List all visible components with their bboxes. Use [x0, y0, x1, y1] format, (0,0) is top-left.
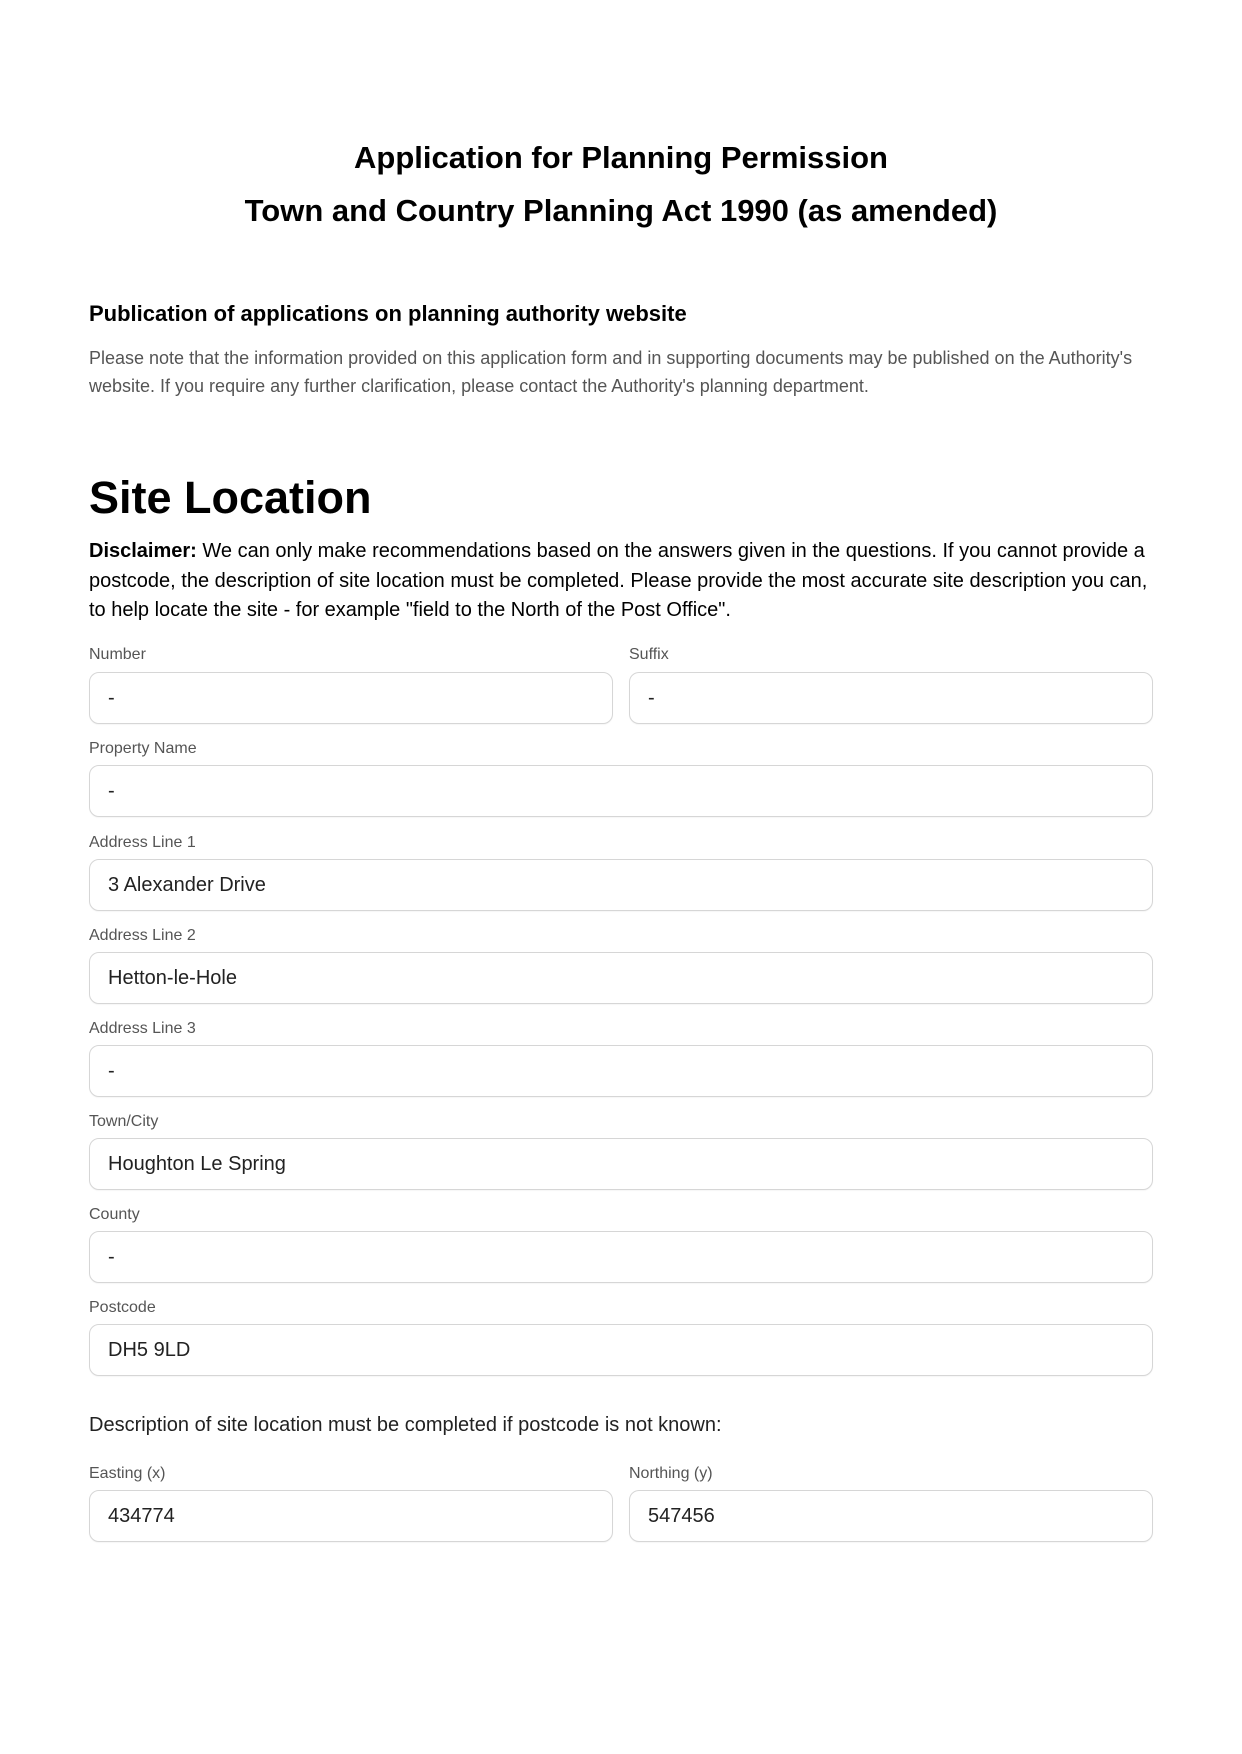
- property-name-field[interactable]: -: [89, 765, 1153, 817]
- suffix-field[interactable]: -: [629, 672, 1153, 724]
- number-field[interactable]: -: [89, 672, 613, 724]
- property-name-label: Property Name: [89, 740, 197, 757]
- disclaimer-label: Disclaimer:: [89, 540, 197, 562]
- town-city-label: Town/City: [89, 1113, 159, 1130]
- suffix-label: Suffix: [629, 646, 669, 663]
- address-line-2-field[interactable]: Hetton-le-Hole: [89, 952, 1153, 1004]
- northing-field[interactable]: 547456: [629, 1490, 1153, 1542]
- section-title-site-location: Site Location: [89, 472, 372, 523]
- northing-label: Northing (y): [629, 1465, 713, 1482]
- address-line-1-field[interactable]: 3 Alexander Drive: [89, 859, 1153, 911]
- postcode-label: Postcode: [89, 1299, 156, 1316]
- description-note: Description of site location must be completed if postcode is not known:: [89, 1414, 722, 1436]
- number-label: Number: [89, 646, 146, 663]
- postcode-field[interactable]: DH5 9LD: [89, 1324, 1153, 1376]
- disclaimer: [89, 537, 1153, 626]
- county-label: County: [89, 1206, 140, 1223]
- address-line-1-label: Address Line 1: [89, 834, 196, 851]
- publication-text: Please note that the information provided on this application form and in supporting documents may be published on the Authority's website. If you require any further clarification, please contact the Authority's planning department.: [89, 348, 1133, 396]
- address-line-3-field[interactable]: -: [89, 1045, 1153, 1097]
- publication-heading: Publication of applications on planning authority website: [89, 301, 687, 326]
- address-line-3-label: Address Line 3: [89, 1020, 196, 1037]
- document-title: Application for Planning Permission: [354, 140, 888, 175]
- document-subtitle: Town and Country Planning Act 1990 (as amended): [244, 193, 998, 228]
- town-city-field[interactable]: Houghton Le Spring: [89, 1138, 1153, 1190]
- easting-field[interactable]: 434774: [89, 1490, 613, 1542]
- county-field[interactable]: -: [89, 1231, 1153, 1283]
- easting-label: Easting (x): [89, 1465, 166, 1482]
- disclaimer-text: We can only make recommendations based on the answers given in the questions. If you cannot provide a postcode, the description of site location must be completed. Please provide the most accurate site description you can, to help locate the site - for example "field to the North of the Post Office".: [89, 540, 1148, 621]
- address-line-2-label: Address Line 2: [89, 927, 196, 944]
